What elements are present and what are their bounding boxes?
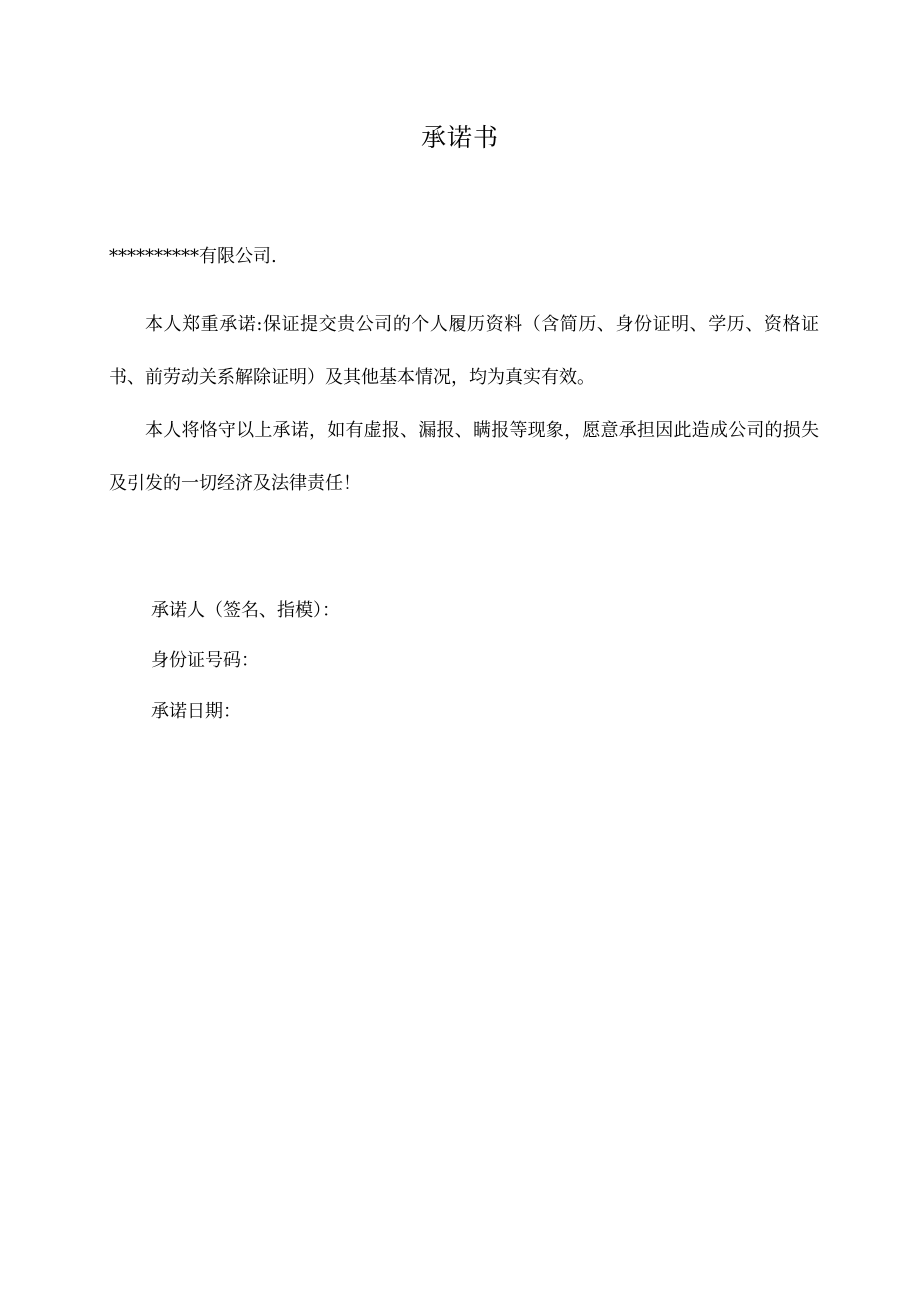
id-number-field-label: 身份证号码：	[151, 650, 259, 671]
commitment-body	[109, 298, 819, 510]
commitment-paragraph-1: 本人郑重承诺:保证提交贵公司的个人履历资料（含简历、身份证明、学历、资格证书、前劳动关系解除证明）及其他基本情况，均为真实有效。	[109, 314, 819, 388]
document-title: 承诺书	[420, 123, 499, 152]
commitment-paragraph-2: 本人将恪守以上承诺，如有虚报、漏报、瞒报等现象，愿意承担因此造成公司的损失及引发的一切经济及法律责任！	[109, 420, 819, 494]
signer-field-label: 承诺人（签名、指模）：	[151, 600, 340, 621]
addressee-line: **********有限公司.	[109, 246, 277, 267]
date-field-label: 承诺日期：	[151, 701, 241, 722]
